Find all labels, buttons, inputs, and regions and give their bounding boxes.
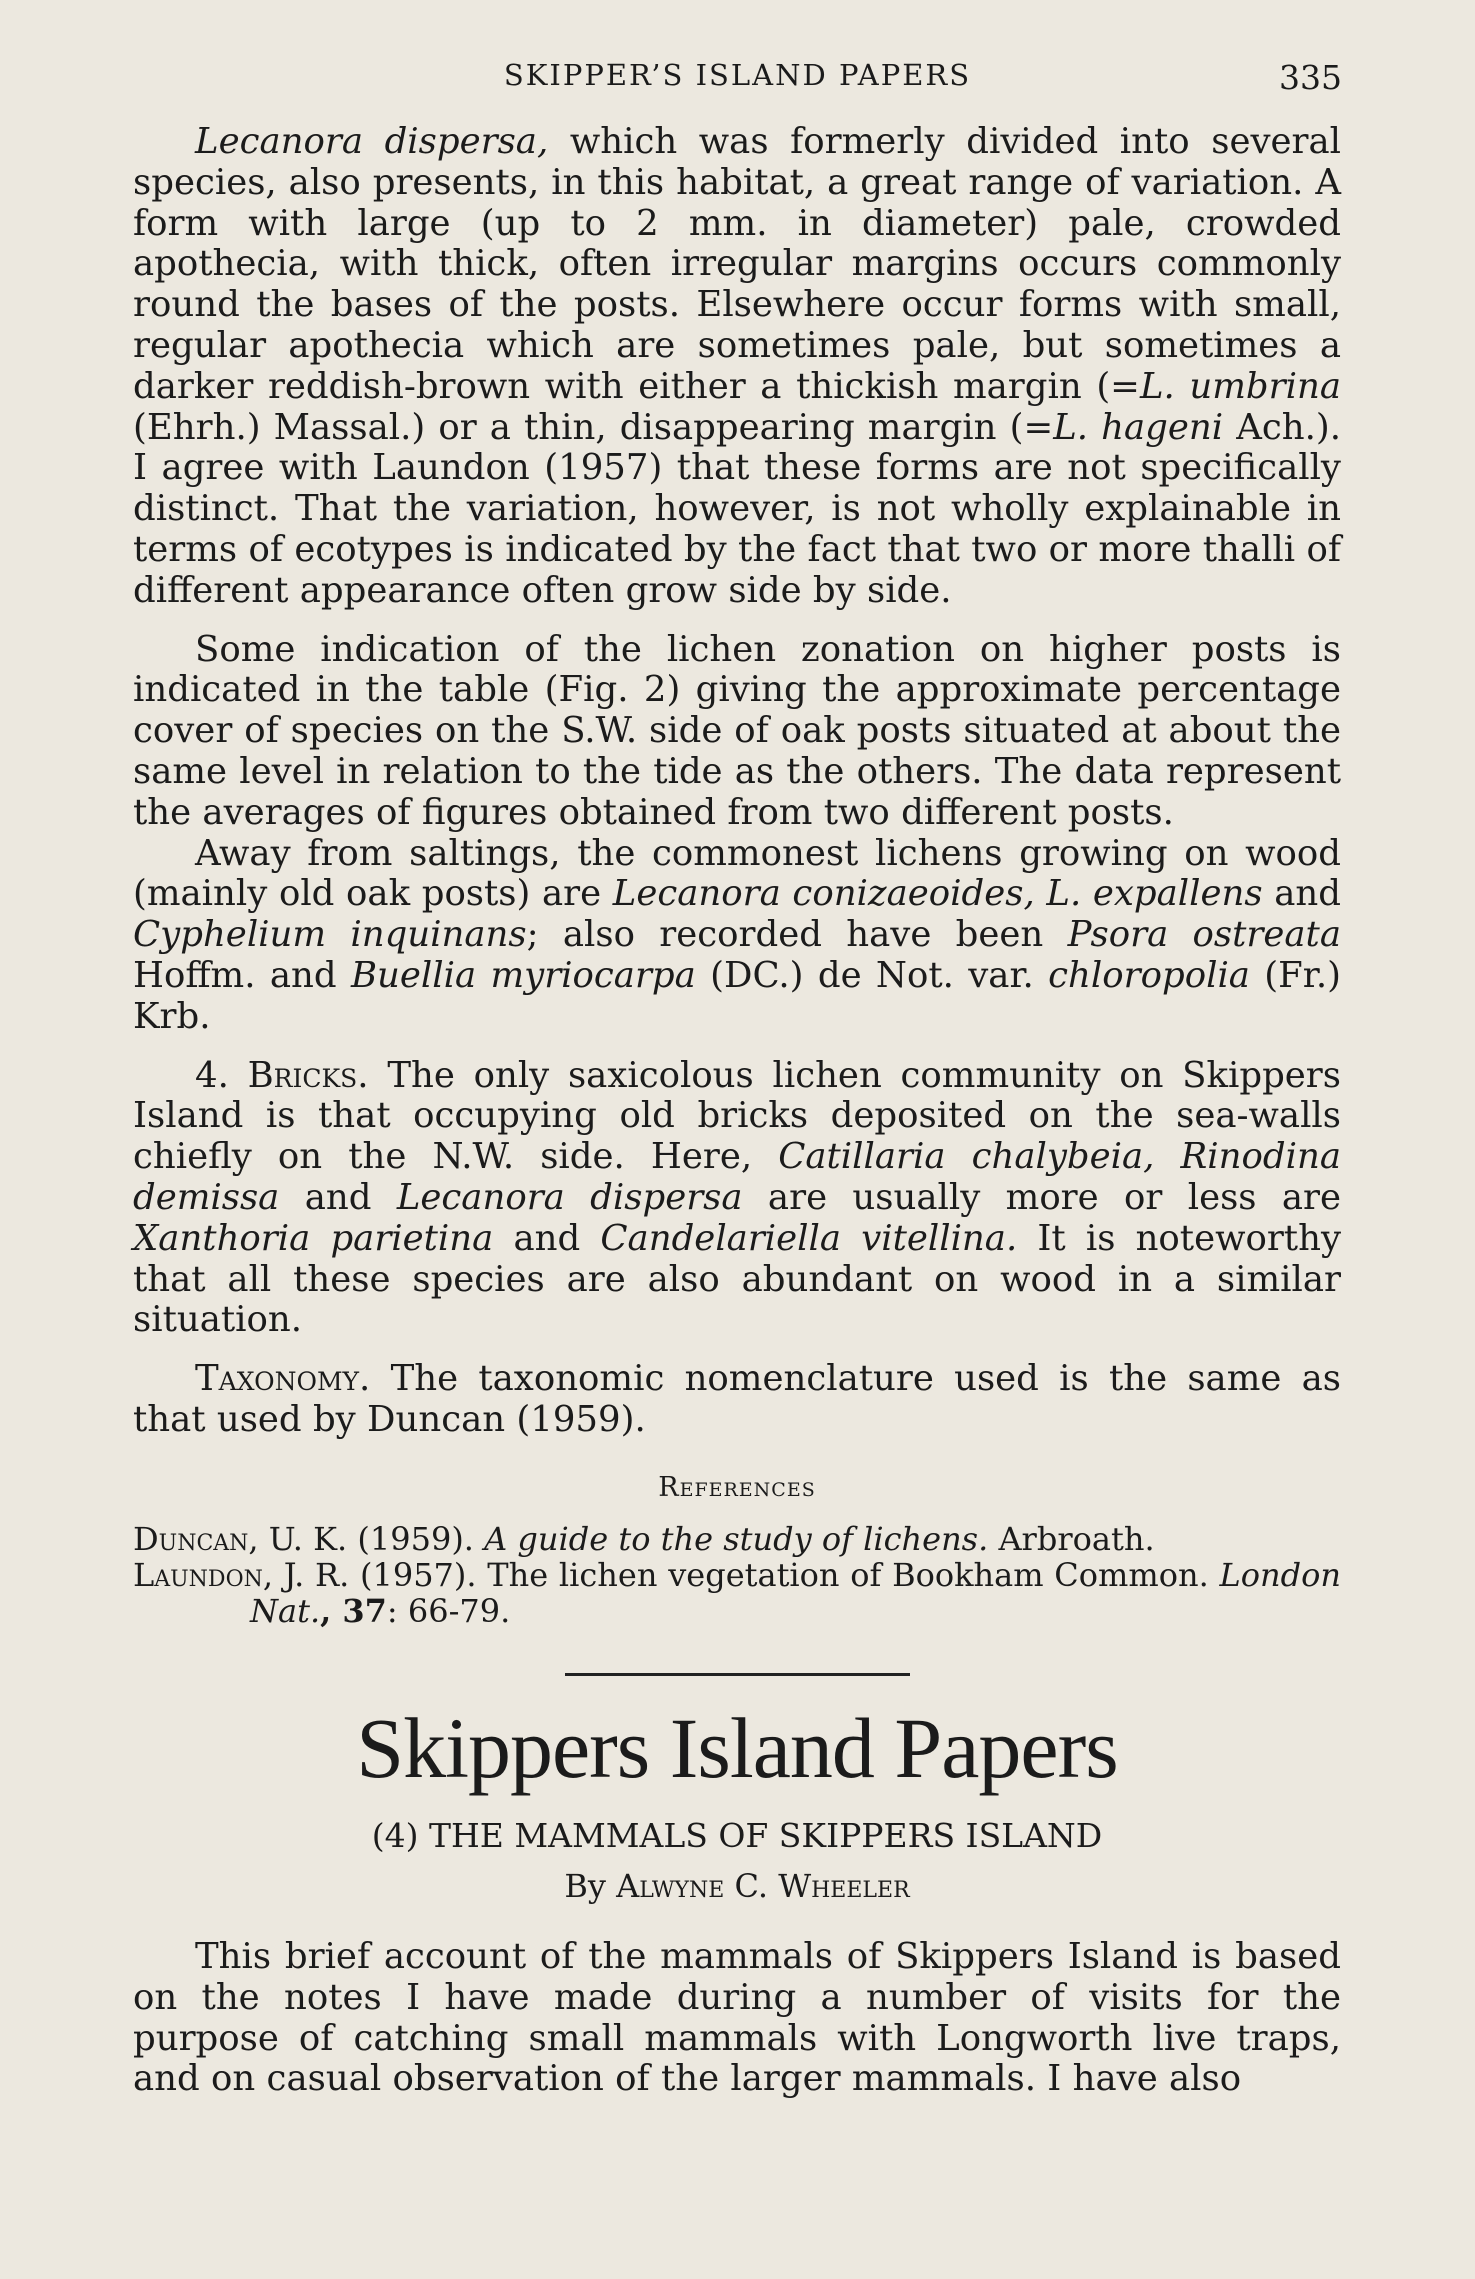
paragraph-taxonomy <box>133 1359 1341 1441</box>
species-name: L. hageni <box>1053 406 1224 448</box>
text-run: (1957). The lichen vegetation of Bookham Common. <box>349 1555 1220 1594</box>
paragraph-wood-lichens <box>133 834 1341 1038</box>
reference-author: Laundon, J. R. <box>133 1555 350 1594</box>
text-run: It is noteworthy that all these species are also abundant on wood in a similar situation. <box>133 1217 1341 1341</box>
reference-journal: London Nat. <box>250 1555 1341 1630</box>
paragraph-lecanora <box>133 122 1341 612</box>
species-name: Catillaria chalybeia, Rinodina demissa <box>133 1136 1341 1218</box>
species-name: Lecanora dispersa <box>396 1176 743 1218</box>
text-run: Away from saltings, the commonest lichens growing on wood (mainly old oak posts) are <box>133 832 1341 915</box>
text-run: (Fr.) Krb. <box>133 954 1341 1037</box>
text-run: are usually more or less are <box>742 1176 1342 1218</box>
reference-title: A guide to the study of lichens. <box>484 1519 989 1558</box>
article-title: Skippers Island Papers <box>356 1699 1118 1796</box>
section-heading-taxonomy: Taxonomy. <box>195 1358 371 1400</box>
species-name: Lecanora conizaeoides, L. expallens <box>612 873 1263 915</box>
paragraph-zonation: Some indication of the lichen zonation on higher posts is indicated in the table (Fig. 2) giving the approximate percentage cover of species on the S.W. side of oak posts situated at about the same level in relation to the tide as the others. The data represent the averages of figures obtained from two different posts. <box>133 628 1341 833</box>
text-run: Hoffm. and <box>133 954 351 996</box>
running-head-title: SKIPPER’S ISLAND PAPERS <box>503 58 972 92</box>
text-run: and <box>279 1176 397 1218</box>
species-name: chloropolia <box>1048 954 1250 996</box>
section-heading-bricks: Bricks. <box>247 1054 369 1096</box>
byline-by: By <box>564 1867 617 1906</box>
text-run: (DC.) de Not. var. <box>695 954 1049 996</box>
running-header <box>133 58 1342 102</box>
text-run: The only saxicolous lichen community on Skippers Island is that occupying old bricks deposited on the sea-walls chiefly on the N.W. side. Here, <box>133 1054 1341 1178</box>
references-heading: References <box>658 1471 816 1503</box>
text-run: Arbroath. <box>988 1519 1155 1558</box>
text-run: The taxonomic nomenclature used is the same as that used by Duncan (1959). <box>133 1358 1341 1440</box>
body-text <box>133 122 1341 2100</box>
paragraph-mammals-intro: This brief account of the mammals of Skippers Island is based on the notes I have made during a number of visits for the purpose of catching small mammals with Longworth live traps, and on casual observation of the larger mammals. I have also <box>133 1936 1341 2100</box>
reference-duncan <box>133 1521 1341 1557</box>
paragraph-bricks <box>133 1056 1341 1342</box>
text-run: Ach.). I agree with Laundon (1957) that these forms are not specifically distinct. That the variation, however, is not wholly explainable in terms of ecotypes is indicated by the fact that two or more thalli of different appearance often grow side by side. <box>133 406 1342 611</box>
species-name: Lecanora dispersa, <box>195 121 549 162</box>
text-run: which was formerly divided into several species, also presents, in this habitat, a great range of variation. A form with large (up to 2 mm. in diameter) pale, crowded apothecia, with thick, often irregular margins occurs commonly round the bases of the posts. Elsewhere occur forms with small, regular apothecia which are sometimes pale, but sometimes a darker reddish-brown with either a thickish margin (= <box>133 121 1341 407</box>
text-run: and <box>493 1217 601 1259</box>
text-run: and <box>1262 873 1341 915</box>
species-name: Candelariella vitellina. <box>600 1217 1018 1259</box>
species-name: Xanthoria parietina <box>133 1217 494 1259</box>
text-run: (Ehrh.) Massal.) or a thin, disappearing margin (= <box>133 406 1054 448</box>
reference-author: Duncan, U. K. <box>133 1519 348 1558</box>
article-subtitle: (4) THE MAMMALS OF SKIPPERS ISLAND <box>371 1815 1103 1855</box>
text-run: ; also recorded have been <box>526 914 1068 956</box>
species-name: Cyphelium inquinans <box>133 914 527 956</box>
reference-laundon <box>133 1557 1341 1629</box>
byline-author: Alwyne C. Wheeler <box>616 1867 910 1906</box>
section-divider <box>565 1673 910 1676</box>
species-name: Buellia myriocarpa <box>350 954 696 996</box>
text-run: (1959). <box>347 1519 485 1558</box>
page-number: 335 <box>1279 58 1342 97</box>
species-name: Psora ostreata <box>1067 914 1341 956</box>
byline <box>133 1866 1341 1907</box>
section-number: 4. <box>195 1054 248 1096</box>
reference-volume: , 37 <box>320 1591 387 1630</box>
species-name: L. umbrina <box>1139 365 1342 407</box>
text-run: : 66-79. <box>386 1591 511 1630</box>
